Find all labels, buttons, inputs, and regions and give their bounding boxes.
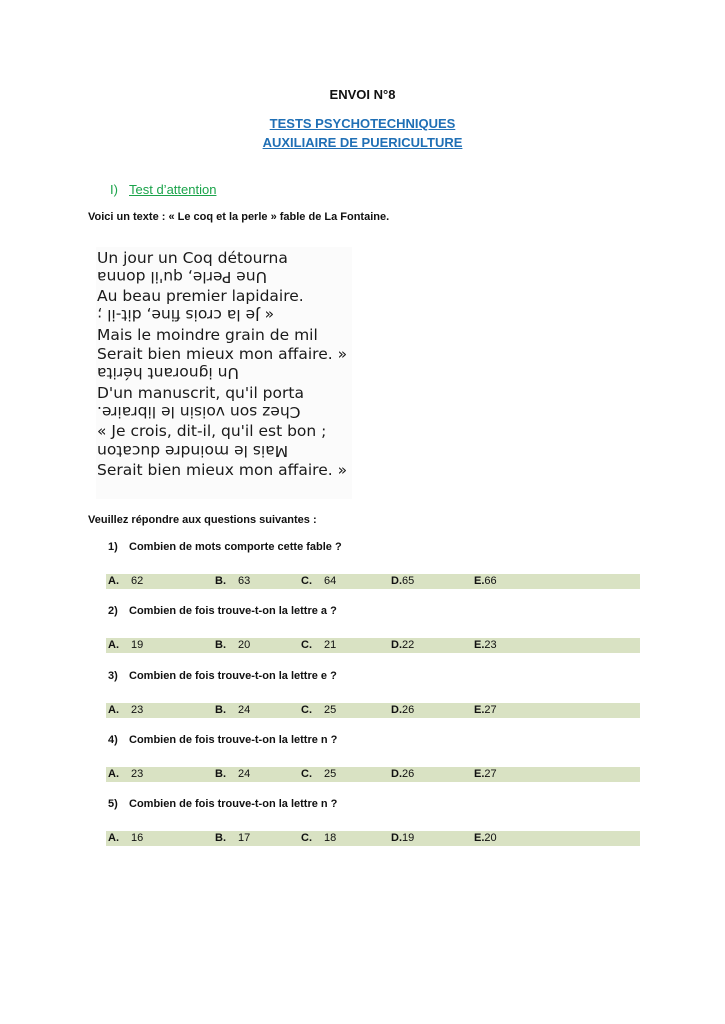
option-letter: E. <box>474 704 485 716</box>
option-value: 65 <box>402 575 415 587</box>
poem-line: Serait bien mieux mon affaire. » <box>97 461 348 479</box>
option-letter: B. <box>215 832 226 844</box>
answer-option[interactable] <box>391 768 414 780</box>
answer-options-row <box>106 767 640 782</box>
poem-line: Mais le moindre ducaton <box>97 442 289 460</box>
answer-option[interactable] <box>474 832 497 844</box>
option-value: 20 <box>484 832 497 844</box>
section-number: I) <box>110 182 118 197</box>
answer-option[interactable] <box>301 768 336 780</box>
poem-line: Un jour un Coq détourna <box>97 249 288 267</box>
option-letter: D. <box>391 575 402 587</box>
answer-option[interactable] <box>108 832 143 844</box>
option-letter: C. <box>301 639 312 651</box>
question-text: Combien de fois trouve-t-on la lettre n ? <box>129 734 338 746</box>
option-letter: E. <box>474 639 485 651</box>
answer-option[interactable] <box>215 832 250 844</box>
option-value: 27 <box>484 768 497 780</box>
option-letter: C. <box>301 832 312 844</box>
answer-options-row <box>106 638 640 653</box>
poem-line: Chez son voisin le libraire. <box>97 403 301 421</box>
option-letter: B. <box>215 704 226 716</box>
subtitle-line-2: AUXILIAIRE DE PUERICULTURE <box>262 135 463 150</box>
option-letter: E. <box>474 575 485 587</box>
option-letter: B. <box>215 768 226 780</box>
option-letter: E. <box>474 832 485 844</box>
answer-option[interactable] <box>108 704 143 716</box>
answer-option[interactable] <box>391 704 414 716</box>
option-value: 26 <box>402 768 415 780</box>
option-value: 23 <box>484 639 497 651</box>
answer-option[interactable] <box>301 639 336 651</box>
answer-option[interactable] <box>215 704 250 716</box>
poem-line: Un ignorant hérita <box>97 364 239 382</box>
option-value: 66 <box>484 575 497 587</box>
option-letter: B. <box>215 575 226 587</box>
option-value: 24 <box>238 768 251 780</box>
option-value: 16 <box>131 832 144 844</box>
option-letter: A. <box>108 639 119 651</box>
option-value: 19 <box>131 639 144 651</box>
option-value: 24 <box>238 704 251 716</box>
option-letter: B. <box>215 639 226 651</box>
option-value: 26 <box>402 704 415 716</box>
question-text: Combien de fois trouve-t-on la lettre e ? <box>129 670 337 682</box>
answer-option[interactable] <box>301 704 336 716</box>
poem-line: « Je la crois fine, dit-il ; <box>97 306 275 324</box>
questions-intro: Veuillez répondre aux questions suivantes : <box>88 514 317 526</box>
option-value: 25 <box>324 704 337 716</box>
answer-option[interactable] <box>301 575 336 587</box>
option-letter: A. <box>108 832 119 844</box>
option-letter: D. <box>391 832 402 844</box>
option-letter: E. <box>474 768 485 780</box>
option-value: 64 <box>324 575 337 587</box>
answer-option[interactable] <box>108 768 143 780</box>
option-value: 23 <box>131 704 144 716</box>
fable-image <box>96 247 352 499</box>
option-letter: A. <box>108 575 119 587</box>
option-letter: C. <box>301 768 312 780</box>
poem-line: Une Perle, qu'il donna <box>97 268 267 286</box>
option-letter: A. <box>108 768 119 780</box>
question-number: 3) <box>108 670 118 682</box>
question-number: 4) <box>108 734 118 746</box>
question-2 <box>108 605 337 617</box>
question-4 <box>108 734 337 746</box>
answer-option[interactable] <box>391 639 414 651</box>
page-title: ENVOI N°8 <box>329 87 396 102</box>
question-text: Combien de fois trouve-t-on la lettre a ? <box>129 605 337 617</box>
answer-option[interactable] <box>474 575 497 587</box>
question-number: 5) <box>108 798 118 810</box>
option-value: 23 <box>131 768 144 780</box>
poem-line: Mais le moindre grain de mil <box>97 326 318 344</box>
answer-option[interactable] <box>391 575 414 587</box>
answer-option[interactable] <box>474 704 497 716</box>
poem-line: « Je crois, dit-il, qu'il est bon ; <box>97 422 327 440</box>
answer-option[interactable] <box>215 575 250 587</box>
answer-option[interactable] <box>301 832 336 844</box>
question-text: Combien de fois trouve-t-on la lettre n ? <box>129 798 338 810</box>
option-value: 18 <box>324 832 337 844</box>
option-value: 62 <box>131 575 144 587</box>
option-value: 21 <box>324 639 337 651</box>
answer-option[interactable] <box>108 639 143 651</box>
poem-line: D'un manuscrit, qu'il porta <box>97 384 304 402</box>
answer-option[interactable] <box>215 768 250 780</box>
option-letter: D. <box>391 704 402 716</box>
poem-line: Au beau premier lapidaire. <box>97 287 304 305</box>
answer-options-row <box>106 703 640 718</box>
option-letter: D. <box>391 768 402 780</box>
section-title: Test d’attention <box>129 182 217 197</box>
option-value: 27 <box>484 704 497 716</box>
answer-options-row <box>106 831 640 846</box>
answer-options-row <box>106 574 640 589</box>
option-value: 20 <box>238 639 251 651</box>
option-letter: A. <box>108 704 119 716</box>
poem-line: Serait bien mieux mon affaire. » <box>97 345 348 363</box>
answer-option[interactable] <box>215 639 250 651</box>
question-3 <box>108 670 337 682</box>
question-text: Combien de mots comporte cette fable ? <box>129 541 342 553</box>
option-letter: C. <box>301 575 312 587</box>
option-value: 17 <box>238 832 251 844</box>
answer-option[interactable] <box>474 639 497 651</box>
question-number: 2) <box>108 605 118 617</box>
answer-option[interactable] <box>391 832 414 844</box>
option-value: 19 <box>402 832 415 844</box>
option-value: 25 <box>324 768 337 780</box>
option-value: 22 <box>402 639 415 651</box>
option-letter: D. <box>391 639 402 651</box>
option-letter: C. <box>301 704 312 716</box>
section-heading <box>110 182 216 197</box>
question-1 <box>108 541 342 553</box>
answer-option[interactable] <box>108 575 143 587</box>
option-value: 63 <box>238 575 251 587</box>
answer-option[interactable] <box>474 768 497 780</box>
question-5 <box>108 798 337 810</box>
intro-text: Voici un texte : « Le coq et la perle » fable de La Fontaine. <box>88 211 390 223</box>
question-number: 1) <box>108 541 118 553</box>
subtitle-line-1: TESTS PSYCHOTECHNIQUES <box>269 116 456 131</box>
